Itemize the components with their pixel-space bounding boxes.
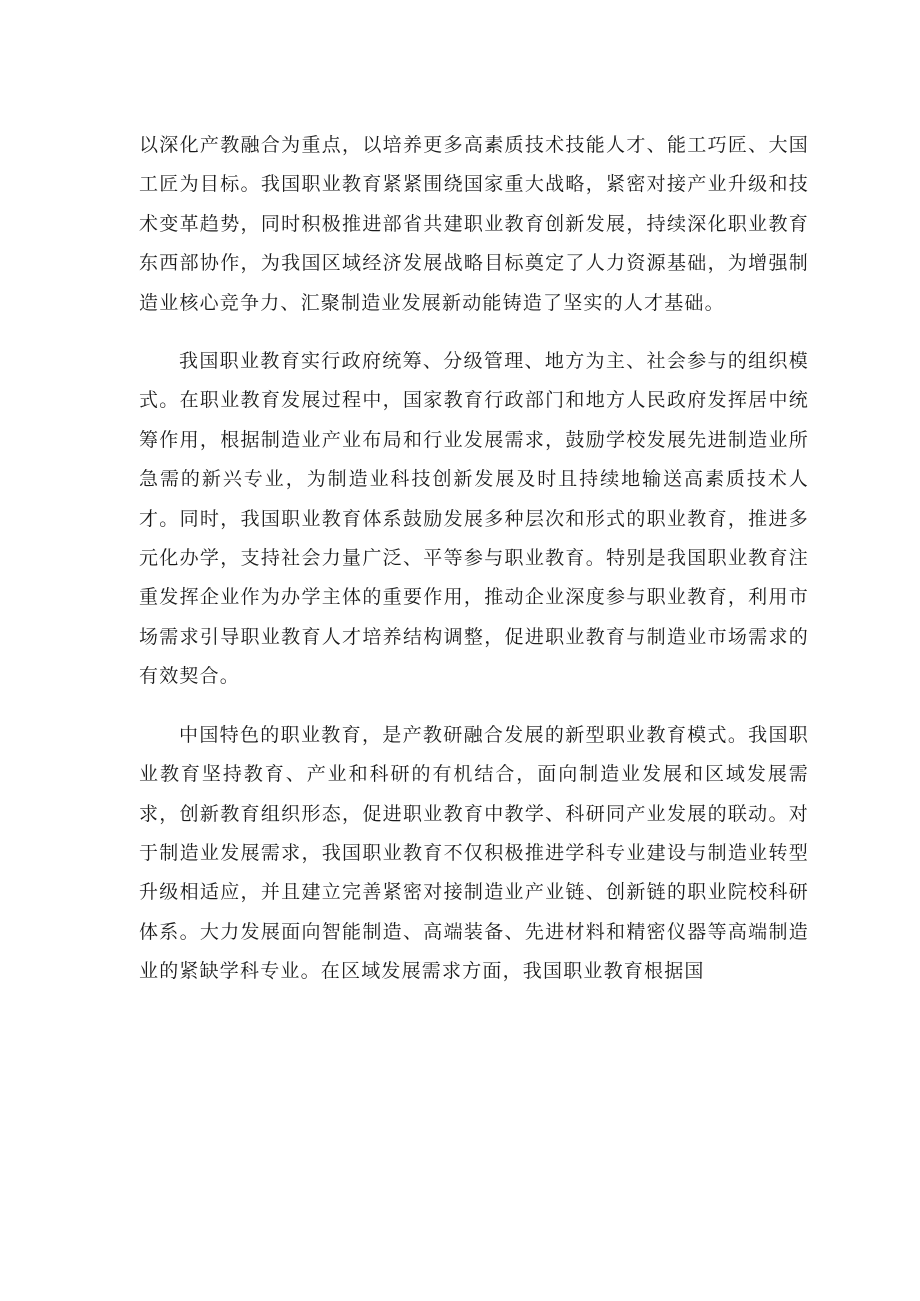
paragraph-3: 中国特色的职业教育，是产教研融合发展的新型职业教育模式。我国职业教育坚持教育、产业和科研的有机结合，面向制造业发展和区域发展需求，创新教育组织形态，促进职业教育中教学、科研同产业发展的联动。对于制造业发展需求，我国职业教育不仅积极推进学科专业建设与制造业转型升级相适应，并且建立完善紧密对接制造业产业链、创新链的职业院校科研体系。大力发展面向智能制造、高端装备、先进材料和精密仪器等高端制造业的紧缺学科专业。在区域发展需求方面，我国职业教育根据国 bbox=[139, 723, 809, 983]
paragraph-1: 以深化产教融合为重点，以培养更多高素质技术技能人才、能工巧匠、大国工匠为目标。我国职业教育紧紧围绕国家重大战略，紧密对接产业升级和技术变革趋势，同时积极推进部省共建职业教育创新发展，持续深化职业教育东西部协作，为我国区域经济发展战略目标奠定了人力资源基础，为增强制造业核心竞争力、汇聚制造业发展新动能铸造了坚实的人才基础。 bbox=[139, 134, 809, 314]
document-body bbox=[139, 126, 809, 1011]
paragraph-2: 我国职业教育实行政府统筹、分级管理、地方为主、社会参与的组织模式。在职业教育发展过程中，国家教育行政部门和地方人民政府发挥居中统筹作用，根据制造业产业布局和行业发展需求，鼓励学校发展先进制造业所急需的新兴专业，为制造业科技创新发展及时且持续地输送高素质技术人才。同时，我国职业教育体系鼓励发展多种层次和形式的职业教育，推进多元化办学，支持社会力量广泛、平等参与职业教育。特别是我国职业教育注重发挥企业作为办学主体的重要作用，推动企业深度参与职业教育，利用市场需求引导职业教育人才培养结构调整，促进职业教育与制造业市场需求的有效契合。 bbox=[139, 350, 809, 688]
